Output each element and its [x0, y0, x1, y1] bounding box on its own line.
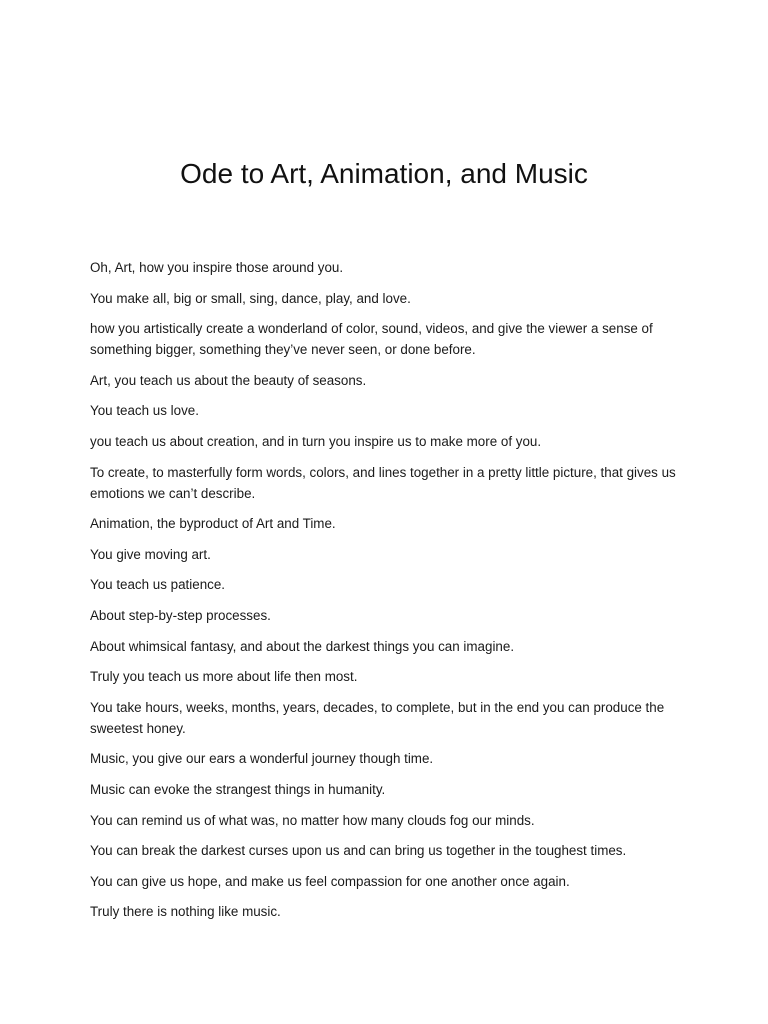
poem-line: You make all, big or small, sing, dance, play, and love. [90, 290, 411, 306]
poem-body [90, 257, 678, 932]
poem-line: you teach us about creation, and in turn you inspire us to make more of you. [90, 433, 542, 449]
poem-line: You can give us hope, and make us feel compassion for one another once again. [90, 873, 570, 889]
poem-line: Music can evoke the strangest things in humanity. [90, 781, 386, 797]
poem-line: Oh, Art, how you inspire those around you. [90, 260, 344, 275]
poem-line: About step-by-step processes. [90, 607, 271, 623]
poem-line: Truly there is nothing like music. [90, 904, 281, 920]
poem-line: You teach us love. [90, 403, 199, 419]
poem-line: You can break the darkest curses upon us and can bring us together in the toughest times. [90, 843, 627, 859]
poem-line: how you artistically create a wonderland of color, sound, videos, and give the viewer a sense of something bigger, something they’ve never seen, or done before. [90, 321, 653, 358]
poem-line: You can remind us of what was, no matter how many clouds fog our minds. [90, 812, 535, 828]
document-title: Ode to Art, Animation, and Music [180, 158, 588, 189]
poem-line: Animation, the byproduct of Art and Time. [90, 516, 336, 532]
poem-line: Art, you teach us about the beauty of seasons. [90, 372, 367, 388]
poem-line: You teach us patience. [90, 577, 226, 593]
poem-line: Truly you teach us more about life then most. [90, 669, 358, 685]
poem-line: Music, you give our ears a wonderful journey though time. [90, 751, 434, 767]
poem-line: About whimsical fantasy, and about the darkest things you can imagine. [90, 638, 515, 654]
poem-line: You give moving art. [90, 546, 211, 562]
poem-line: To create, to masterfully form words, colors, and lines together in a pretty little picture, that gives us emotions we can’t describe. [90, 464, 676, 501]
poem-line: You take hours, weeks, months, years, decades, to complete, but in the end you can produce the sweetest honey. [90, 699, 665, 736]
